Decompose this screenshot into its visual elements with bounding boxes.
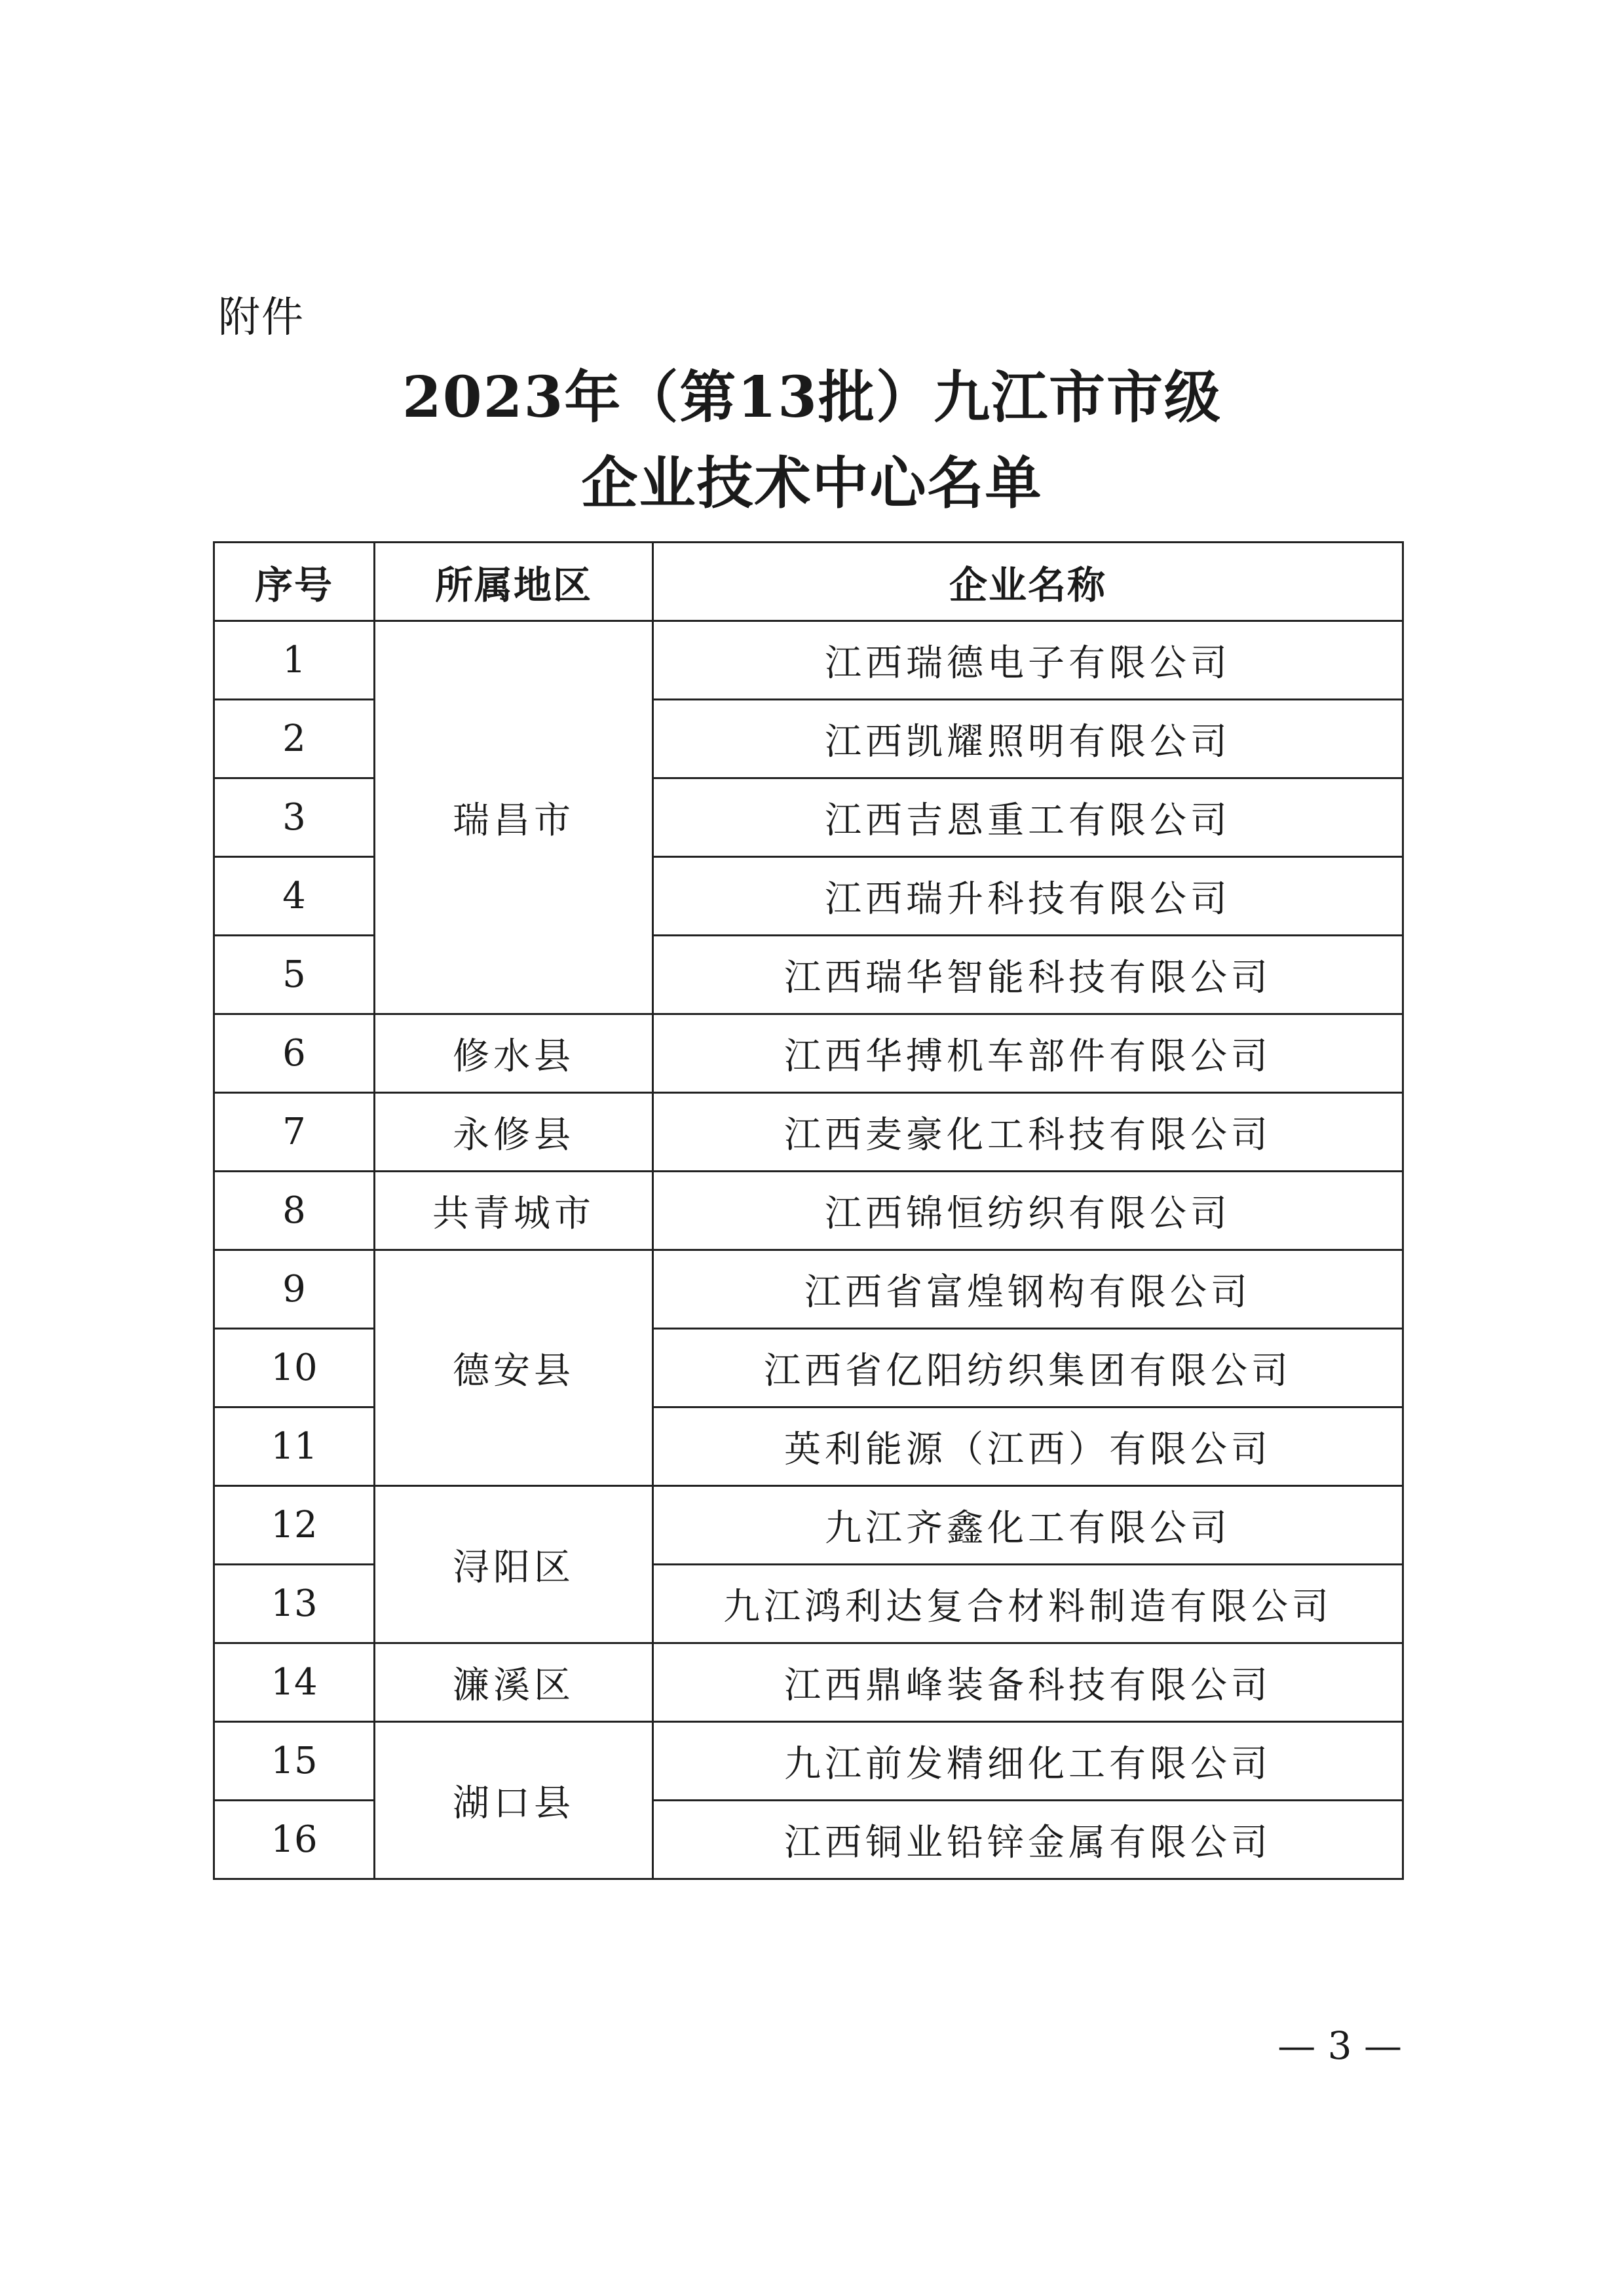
row-company-name: 江西瑞升科技有限公司 [653, 857, 1403, 936]
table-row [214, 1643, 1403, 1722]
row-region: 共青城市 [375, 1172, 653, 1250]
table-row [214, 621, 1403, 700]
row-region: 浔阳区 [375, 1486, 653, 1643]
page-number: — 3 — [1277, 2023, 1402, 2068]
table-row [214, 1486, 1403, 1565]
row-seq: 4 [214, 857, 375, 936]
row-seq: 11 [214, 1407, 375, 1486]
row-company-name: 江西鼎峰装备科技有限公司 [653, 1643, 1403, 1722]
attachment-label: 附件 [218, 294, 305, 342]
header-company-name: 企业名称 [653, 543, 1403, 621]
row-company-name: 江西瑞华智能科技有限公司 [653, 936, 1403, 1014]
row-seq: 15 [214, 1722, 375, 1801]
table-row [214, 1093, 1403, 1172]
table-row [214, 1722, 1403, 1801]
header-seq: 序号 [214, 543, 375, 621]
row-region: 瑞昌市 [375, 621, 653, 1014]
row-seq: 14 [214, 1643, 375, 1722]
tech-center-table [213, 541, 1404, 1880]
row-seq: 12 [214, 1486, 375, 1565]
row-seq: 13 [214, 1565, 375, 1643]
row-company-name: 江西锦恒纺织有限公司 [653, 1172, 1403, 1250]
row-seq: 9 [214, 1250, 375, 1329]
row-seq: 8 [214, 1172, 375, 1250]
row-region: 湖口县 [375, 1722, 653, 1879]
row-region: 德安县 [375, 1250, 653, 1486]
row-seq: 3 [214, 778, 375, 857]
page-title-line-1: 2023年（第13批）九江市市级 [402, 364, 1222, 430]
row-company-name: 江西铜业铅锌金属有限公司 [653, 1801, 1403, 1879]
row-company-name: 九江齐鑫化工有限公司 [653, 1486, 1403, 1565]
page-title-line-2: 企业技术中心名单 [581, 450, 1043, 516]
row-seq: 16 [214, 1801, 375, 1879]
row-company-name: 英利能源（江西）有限公司 [653, 1407, 1403, 1486]
row-company-name: 江西省亿阳纺织集团有限公司 [653, 1329, 1403, 1407]
row-region: 修水县 [375, 1014, 653, 1093]
row-seq: 1 [214, 621, 375, 700]
row-company-name: 九江前发精细化工有限公司 [653, 1722, 1403, 1801]
row-company-name: 江西吉恩重工有限公司 [653, 778, 1403, 857]
table-row [214, 1250, 1403, 1329]
row-seq: 2 [214, 700, 375, 778]
table-row [214, 1172, 1403, 1250]
row-region: 濂溪区 [375, 1643, 653, 1722]
row-company-name: 江西华搏机车部件有限公司 [653, 1014, 1403, 1093]
row-company-name: 九江鸿利达复合材料制造有限公司 [653, 1565, 1403, 1643]
row-seq: 10 [214, 1329, 375, 1407]
header-region: 所属地区 [375, 543, 653, 621]
row-seq: 7 [214, 1093, 375, 1172]
table-row [214, 1014, 1403, 1093]
row-company-name: 江西凯耀照明有限公司 [653, 700, 1403, 778]
row-seq: 6 [214, 1014, 375, 1093]
row-company-name: 江西麦豪化工科技有限公司 [653, 1093, 1403, 1172]
row-seq: 5 [214, 936, 375, 1014]
row-company-name: 江西省富煌钢构有限公司 [653, 1250, 1403, 1329]
row-region: 永修县 [375, 1093, 653, 1172]
row-company-name: 江西瑞德电子有限公司 [653, 621, 1403, 700]
table-header-row [214, 543, 1403, 621]
